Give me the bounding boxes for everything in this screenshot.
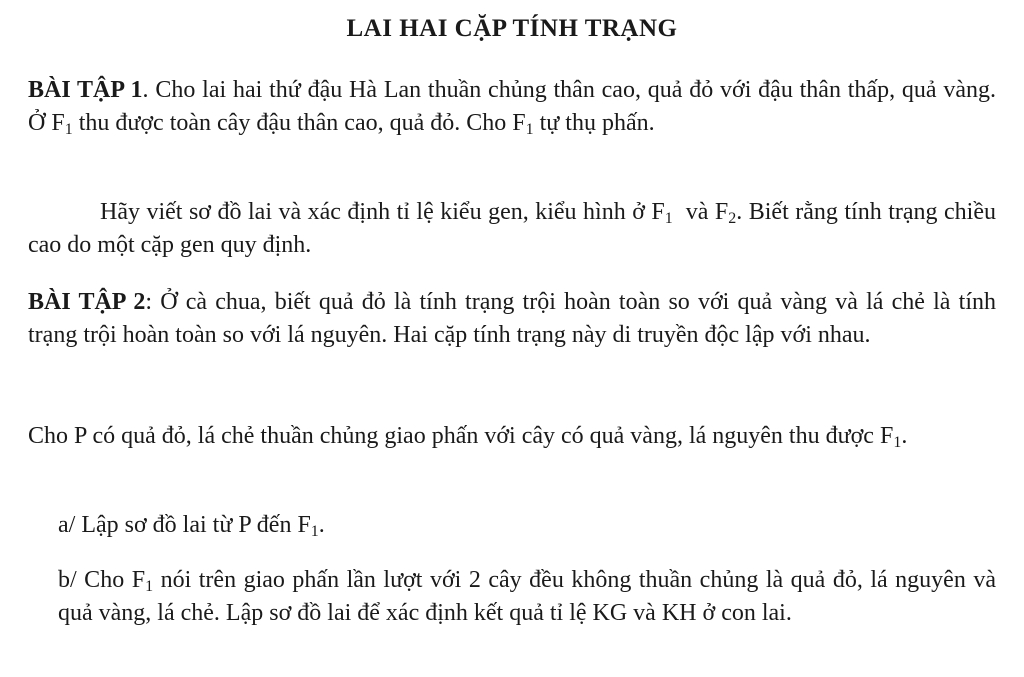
part-b-text-1: b/ Cho F — [58, 567, 146, 593]
part-b-text-2: nói trên giao phấn lần lượt với 2 cây đều không thuần chủng là quả đỏ, lá nguyên và quả vàng, lá chẻ. Lập sơ đồ lai để xác định kết quả tỉ lệ KG và KH ở con lai. — [58, 567, 996, 626]
subscript: 1 — [310, 523, 319, 540]
document-page — [28, 0, 996, 677]
subscript: 1 — [525, 121, 534, 138]
subscript: 1 — [145, 578, 154, 595]
exercise-1-intro-text-2: thu được toàn cây đậu thân cao, quả đỏ. Cho F — [72, 110, 526, 136]
subscript: 1 — [664, 210, 673, 227]
subscript: 2 — [728, 210, 737, 227]
page-title: LAI HAI CẶP TÍNH TRẠNG — [346, 15, 678, 42]
exercise-1-task-text-2: và F — [672, 199, 729, 225]
exercise-2-intro-text: : Ở cà chua, biết quả đỏ là tính trạng trội hoàn toàn so với quả vàng và lá chẻ là tính trạng trội hoàn toàn so với lá nguyên. Hai cặp tính trạng này di truyền độc lập với nhau. — [28, 289, 996, 348]
exercise-2-cross-text-2: . — [901, 423, 908, 449]
exercise-2-label: BÀI TẬP 2 — [28, 289, 146, 315]
exercise-2-cross — [28, 420, 996, 453]
exercise-2-part-b — [28, 564, 996, 630]
exercise-2-cross-text-1: Cho P có quả đỏ, lá chẻ thuần chủng giao phấn với cây có quả vàng, lá nguyên thu được F — [28, 423, 894, 449]
exercise-2-intro — [28, 286, 996, 352]
exercise-2-part-a — [28, 509, 996, 542]
exercise-1-intro-text-3: tự thụ phấn. — [533, 110, 655, 136]
exercise-1-task — [28, 196, 996, 262]
part-a-text-1: a/ Lập sơ đồ lai từ P đến F — [58, 512, 311, 538]
exercise-1-intro — [28, 74, 996, 140]
exercise-1-task-text-1: Hãy viết sơ đồ lai và xác định tỉ lệ kiểu gen, kiểu hình ở F — [100, 199, 665, 225]
subscript: 1 — [893, 434, 902, 451]
part-a-text-2: . — [318, 512, 325, 538]
exercise-1-intro-text-1: . Cho lai hai thứ đậu Hà Lan thuần chủng thân cao, quả đỏ với đậu thân thấp, quả vàng. Ở F — [28, 77, 997, 136]
exercise-1-label: BÀI TẬP 1 — [28, 77, 143, 103]
exercise-1-task-text-3: . Biết rằng tính trạng chiều cao do một cặp gen quy định. — [28, 199, 997, 258]
subscript: 1 — [64, 121, 73, 138]
